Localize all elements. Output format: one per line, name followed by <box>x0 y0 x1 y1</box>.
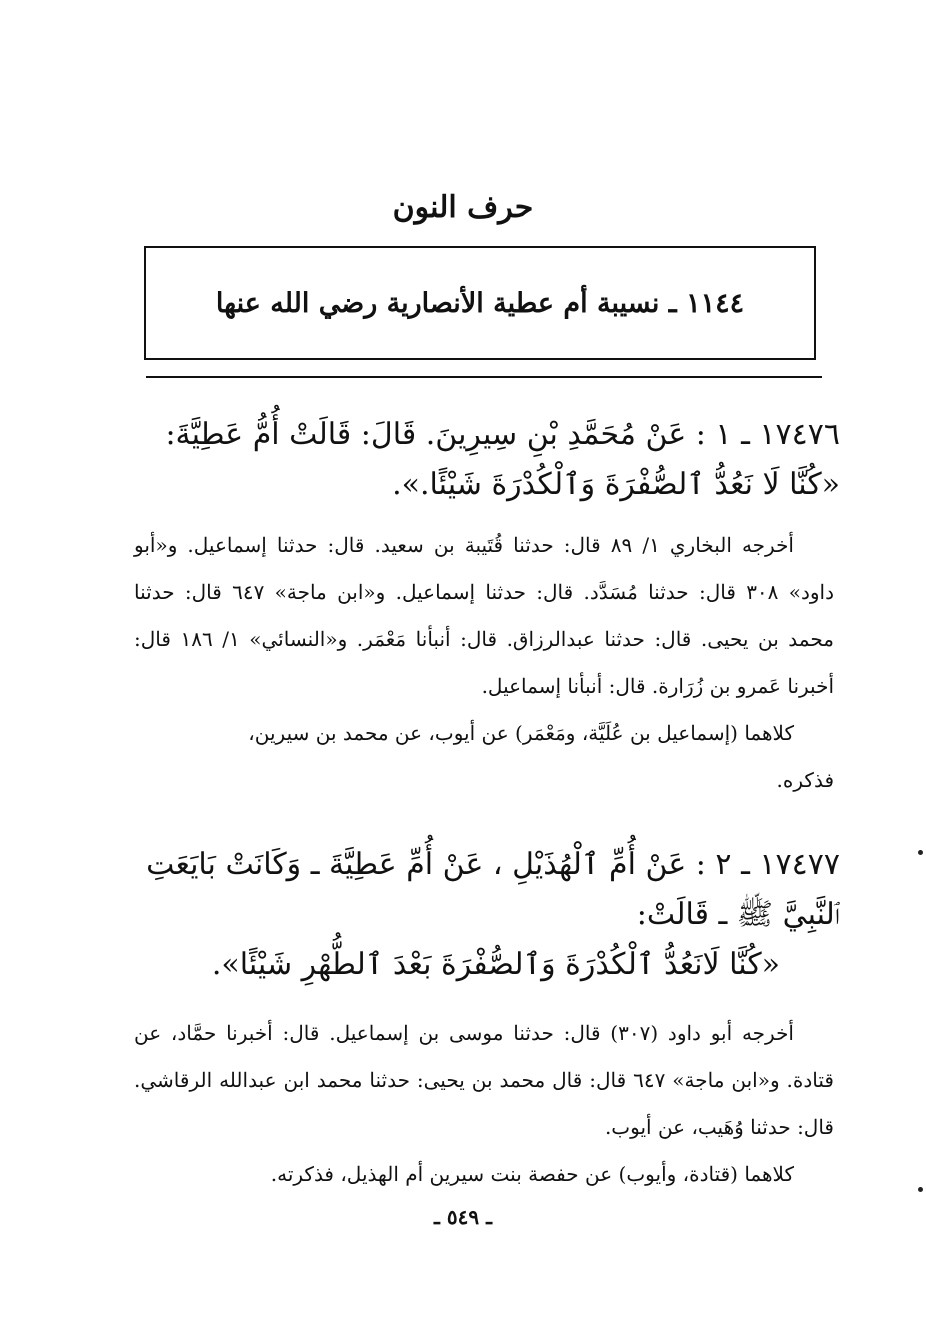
hadith-1-line-1: ١٧٤٧٦ ـ ١ : عَنْ مُحَمَّدِ بْنِ سِيرِينَ. قَالَ: قَالَتْ أُمُّ عَطِيَّةَ: <box>165 417 840 452</box>
page-number: ـ ٥٤٩ ـ <box>434 1205 492 1229</box>
scan-speck <box>918 850 923 855</box>
takhrij-1-para-2-tail: فذكره. <box>776 768 834 792</box>
chapter-title: حرف النون <box>392 190 534 225</box>
divider-line <box>146 376 822 378</box>
hadith-2-line-2: ٱلنَّبِيَّ ﷺ ـ قَالَتْ: <box>636 897 840 932</box>
section-heading-box <box>144 246 816 360</box>
hadith-1 <box>140 410 840 510</box>
takhrij-2 <box>134 1010 834 1198</box>
takhrij-1-para-1: أخرجه البخاري ١/ ٨٩ قال: حدثنا قُتَيبة بن سعيد. قال: حدثنا إسماعيل. و«أبو داود» ٣٠٨ قال: حدثنا مُسَدَّد. قال: حدثنا إسماعيل. و«ابن ماجة» ٦٤٧ قال: حدثنا محمد بن يحيى. قال: حدثنا عبدالرزاق. قال: أنبأنا مَعْمَر. و«النسائي» ١/ ١٨٦ قال: أخبرنا عَمرو بن زُرَارة. قال: أنبأنا إسماعيل. <box>134 533 834 698</box>
section-heading: ١١٤٤ ـ نسيبة أم عطية الأنصارية رضي الله عنها <box>215 287 745 319</box>
takhrij-2-para-1: أخرجه أبو داود (٣٠٧) قال: حدثنا موسى بن إسماعيل. قال: أخبرنا حمَّاد، عن قتادة. و«ابن ماجة» ٦٤٧ قال: قال محمد بن يحيى: حدثنا محمد ابن عبدالله الرقاشي. قال: حدثنا وُهَيب، عن أيوب. <box>134 1021 834 1139</box>
takhrij-2-para-2: كلاهما (قتادة، وأيوب) عن حفصة بنت سيرين أم الهذيل، فذكرته. <box>270 1162 794 1186</box>
hadith-2-line-1: ١٧٤٧٧ ـ ٢ : عَنْ أُمِّ ٱلْهُذَيْلِ ، عَنْ أُمِّ عَطِيَّةَ ـ وَكَانَتْ بَايَعَتِ <box>146 847 840 882</box>
hadith-1-line-2: «كُنَّا لَا نَعُدُّ ٱلصُّفْرَةَ وَٱلْكُدْرَةَ شَيْئًا.». <box>392 467 840 502</box>
scan-speck <box>918 1187 923 1192</box>
hadith-2-line-3: «كُنَّا لَانَعُدُّ ٱلْكُدْرَةَ وَٱلصُّفْرَةَ بَعْدَ ٱلطُّهْرِ شَيْئًا». <box>211 947 780 982</box>
hadith-2 <box>140 840 840 990</box>
takhrij-1 <box>134 522 834 804</box>
takhrij-1-para-2: كلاهما (إسماعيل بن عُلَيَّة، ومَعْمَر) عن أيوب، عن محمد بن سيرين، <box>248 721 794 745</box>
